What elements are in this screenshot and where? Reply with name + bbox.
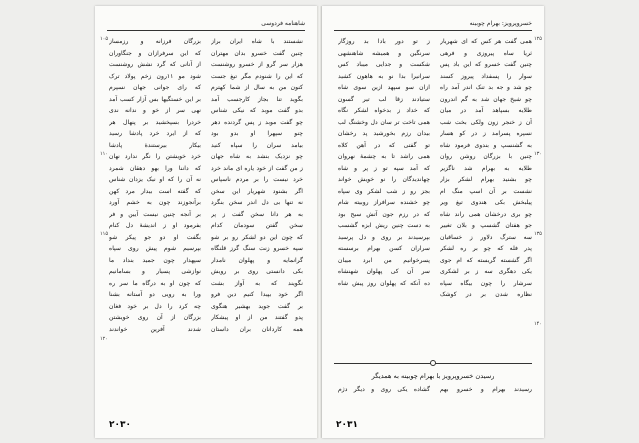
- verse-line: بر آنجه چنین نیست آیین و فر: [109, 210, 201, 218]
- verse-line: بدو گفت موبد که نیکی شناس: [211, 107, 303, 114]
- verse-line: شود مو ۱۱رون زخم پولاد ترک: [109, 72, 201, 80]
- verse-line: نسپره پسرامد ز در کو هسار: [440, 130, 532, 137]
- verse-line: چنین گفت خسرو که این باد پس: [440, 61, 532, 68]
- verse-line: نه آن را که او نیک یزدان شناس: [109, 176, 201, 183]
- verse-line: چهاندیدگان را نو خویش خواند: [338, 176, 430, 183]
- verse-number: ۱۱۵: [100, 231, 109, 237]
- verse-line: بکی دانستی روی بر رویش: [211, 268, 303, 275]
- verse-line: اگر گشسته گریسته که ام جوی: [440, 256, 532, 264]
- left-page-col-right: [211, 36, 303, 335]
- verse-line: پدو گفتند من از او پیشکار: [211, 314, 303, 321]
- verse-line: بفرمود او ز اندیشهٔ دل کنام: [109, 222, 201, 229]
- verse-line: سوار را پسفداد پیروز کسند: [440, 72, 532, 80]
- verse-line: نشستند با شاه ایران براز: [211, 38, 303, 45]
- verse-number: ۱۳۵: [533, 231, 542, 237]
- verse-line: که رای جوانی جهان نسپرم: [109, 84, 201, 91]
- verse-line: سپهدار چون جمید بنداد ما: [109, 256, 201, 264]
- verse-line: هزار سر گرو از خسرو روشنست: [211, 61, 303, 68]
- verse-line: سرنگین و همیشه شاهنشهی: [338, 49, 430, 57]
- verse-line: سخن گفتن سودمان کدام: [211, 222, 303, 229]
- verse-line: نهی سر از خو و ندانه ندی: [109, 107, 201, 114]
- verse-line: که داننا ورا بهو دهقان شمرد: [109, 164, 201, 172]
- page-number: ۲۰۳۰: [109, 420, 131, 430]
- verse-line: خرد خویشتن را نگر ندارد نهان: [109, 153, 201, 160]
- verse-line: بیکار بیرستندهٔ پادشا: [109, 141, 201, 149]
- verse-line: بیامد سران را سپاه کنید: [211, 141, 303, 149]
- verse-line: شکست و جدایی میباد کس: [338, 61, 430, 68]
- verse-line: ز تو دور بادا بد روزگار: [338, 38, 430, 45]
- ornament-icon: [430, 360, 436, 366]
- verse-line: طلایه بسپاهد آمد در میان: [440, 107, 532, 114]
- verse-line: شدند آفرین خواندند: [109, 325, 201, 333]
- verse-line: پیلبخش بکی هندوی تیغ ویر: [440, 199, 532, 206]
- verse-line: که در رزم جون آتش سیح بود: [338, 210, 430, 218]
- verse-line: که گفته است بیدار مرد کهن: [109, 187, 201, 195]
- verse-line: بر این خستگیها بس آزار کسب آمد: [109, 95, 201, 103]
- verse-line: که خداد ز بدخواه لشکر نگاه: [338, 107, 430, 114]
- verse-line: نه تنها بی دل اندر سخن بنگرد: [211, 199, 303, 206]
- header-rule: [107, 30, 305, 31]
- verse-line: ده آنکه که پهلوان روز پیش شاه: [338, 279, 430, 287]
- verse-line: سر آن کی پهلوان شهنشاه: [338, 268, 430, 275]
- header-rule: [334, 30, 532, 31]
- verse-line: آن ز خنجر زون ولکی بخت شب: [440, 118, 532, 126]
- verse-line: همه کاردانان بران داستان: [211, 325, 303, 333]
- verse-line: بگفت او دو جو پیکر شو: [109, 233, 201, 241]
- left-page-col-left: [109, 36, 201, 335]
- verse-line: اگر بشنود شهریار این سخن: [211, 187, 303, 195]
- right-page-header: خسروپرویز: بهرام چوبینه: [469, 20, 532, 27]
- verse-number: ۱۱۰: [100, 151, 109, 157]
- verse-line: به گشنسپ و بندوی فرمود شاه: [440, 141, 532, 149]
- verse-line: ازان سو سپهد ازین سوی شاه: [338, 84, 430, 91]
- verse-line: یکی دهگری سه ز بر لشکری: [440, 268, 532, 275]
- right-page-col-left: [338, 36, 430, 289]
- verse-line: ز من گفت از خود یاره ای ماند خرد: [211, 164, 303, 172]
- verse-line: بزرگان از آن روی خویشتن: [109, 314, 201, 321]
- verse-line: سرشار را چون بیگاه سپاه: [440, 279, 532, 287]
- verse-number: ۱۰۵: [100, 36, 109, 42]
- page-number: ۲۰۳۱: [336, 420, 358, 430]
- verse-line: سراران کسن بهرام برسسته: [338, 245, 430, 252]
- verse-line: که از ایرد خرد پادشا رسید: [109, 130, 201, 137]
- verse-line: بگوید تنا بجاز کارجسب آمد: [211, 95, 303, 103]
- verse-number: ۱۳۰: [533, 151, 542, 157]
- verse-line: بجز رو ز شب لشکر وی سپاه: [338, 187, 430, 195]
- verse-line: سپه خسرو زنت سنگ گرز قلنگاه: [211, 245, 303, 252]
- verse-line: بر گفت جوید بهشیر هنگوی: [211, 302, 303, 310]
- verse-line: چو بری درخشان همی راند شاه: [440, 210, 532, 218]
- left-page-header: شاهنامه فردوسی: [261, 20, 305, 27]
- verse-line: که چون او به درگاه ما سر ره: [109, 279, 201, 287]
- verse-line: همی راشد تا به چشمهٔ نهروان: [338, 153, 430, 160]
- verse-line: سه سترگ دلاور ز خساقیان: [440, 233, 532, 241]
- verse-number: ۱۲۰: [100, 336, 109, 342]
- verse-line: نشست بر آن اسپ منگ ام: [440, 187, 532, 195]
- verse-line: چو شد و جه بد تنک اندر آمد راه: [440, 84, 532, 91]
- section-heading: رسیدن خسروپرویز با بهرام چوبینه به همدیگر: [371, 372, 495, 380]
- verse-line: چو خشنده سرافراز روبیته شام: [338, 199, 430, 206]
- verse-line: همی گفت هر کس که ای شهریار: [440, 38, 532, 45]
- verse-line: نوازشی پسیار و بسامانیم: [109, 268, 201, 275]
- verse-line: چنو سپهرا او بدو بود: [211, 130, 303, 137]
- verse-line: که آمد سپه تو ز پر و شاه: [338, 164, 430, 172]
- verse-line: بپرسیدند بر روی و دل پرسید: [338, 233, 430, 241]
- verse-line: رسیدند بهرام و خسرو بهم: [440, 386, 532, 393]
- right-page: [322, 6, 544, 438]
- verse-line: چو بشنید بهرام لشکر بزار: [440, 176, 532, 183]
- verse-line: خردرا بسپخشید بر پنهال هر: [109, 118, 201, 126]
- right-page-col-right: [440, 36, 532, 301]
- verse-line: گرانمایه و پهلوان نامدار: [211, 256, 303, 264]
- verse-line: به هر دانا سخن گفت ز پر: [211, 210, 303, 218]
- verse-line: که این را شنودم مگر تیغ جست: [211, 72, 303, 80]
- verse-number: ۱۲۵: [533, 36, 542, 42]
- verse-line: بزرگان فرزانه و رزمساز: [109, 38, 201, 45]
- section-divider: [334, 360, 532, 366]
- verse-line: برآنجوزند چون به خشم آورد: [109, 199, 201, 206]
- verse-line: اگر خود بپیدا کنیم دین فرو: [211, 291, 303, 298]
- verse-line: بیدان رزم بخورشید پد رخشان: [338, 130, 430, 137]
- verse-line: ستیادند زقا لب تیر گسون: [338, 95, 430, 103]
- verse-line: چنین گفت خسرو بدان مهتران: [211, 49, 303, 57]
- verse-line: ثریا ساه پیروزی و فرهی: [440, 49, 532, 57]
- verse-line: خرد نیست را بر مردم ناسپاس: [211, 176, 303, 183]
- verse-line: کنون من به سال از شما کهترم: [211, 84, 303, 91]
- verse-line: چو نزدیک بنشد به شاه جهان: [211, 153, 303, 160]
- verse-line: نگویند که به آواز بشت: [211, 279, 303, 287]
- verse-line: بپرسیم شوم پیش روی سپاه: [109, 245, 201, 252]
- verse-line: که چون این دو لشکر رو بر شو: [211, 233, 303, 241]
- verse-line: سرانیرا بدا نو به هاهون کشید: [338, 72, 430, 80]
- verse-line: که این سرفرازان و جنگاوران: [109, 49, 201, 57]
- verse-line: به دست چنین ریش ابزه گشسب: [338, 222, 430, 229]
- verse-line: چه کرد را دل بر خود فغان: [109, 302, 201, 310]
- verse-line: گشاده یکی روی و دیگر دژم: [338, 386, 430, 393]
- verse-line: چو گفت موبد ز پس گردنده دهر: [211, 118, 303, 126]
- verse-line: از آنانی که گرد نشش روشنست: [109, 61, 201, 68]
- verse-line: پدر فله که چو بر ره لشکر: [440, 245, 532, 252]
- verse-line: پسرخوانیم من ابرد میبان: [338, 256, 430, 264]
- verse-line: چو شیخ جهان شد به گم اندرون: [440, 95, 532, 103]
- verse-line: طلایه به بهرام شد ناگزیر: [440, 164, 532, 172]
- left-page: [95, 6, 317, 438]
- verse-line: همی تاخت تر سان دل وخشنگ لب: [338, 118, 430, 126]
- verse-number: ۱۴۰: [533, 321, 542, 327]
- verse-line: نظاره شدن بر در کوشک: [440, 291, 532, 298]
- verse-line: تو گفتی که در آهن کلاه: [338, 141, 430, 149]
- verse-line: ورا به رویی دو آستانه بشنا: [109, 291, 201, 298]
- verse-line: جو هفتان گشسپ و بلان تغییر: [440, 222, 532, 229]
- verse-line: چنین با بزرگان روشن روان: [440, 153, 532, 160]
